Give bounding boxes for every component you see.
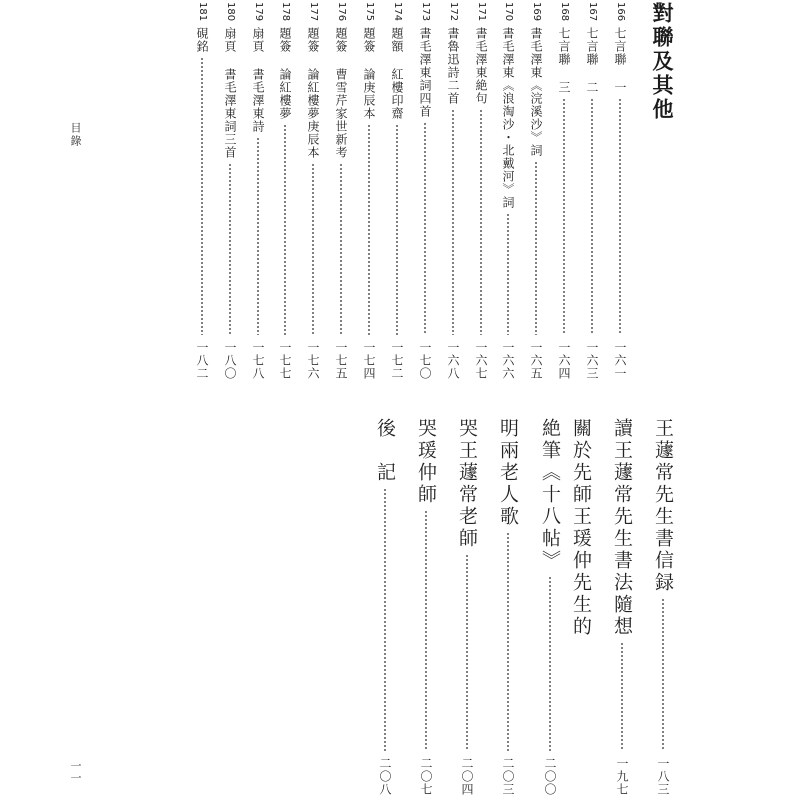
entry-title: 明兩老人歌	[497, 418, 519, 528]
toc-entry[interactable]	[195, 2, 209, 380]
entry-title: 哭瑗仲師	[415, 418, 437, 506]
entry-page: 二〇〇	[543, 757, 557, 796]
entry-page: 一六六	[501, 341, 515, 380]
entry-number: 166	[615, 2, 626, 22]
toc-entry[interactable]	[474, 2, 488, 380]
toc-entry[interactable]	[539, 418, 561, 796]
toc-entry[interactable]	[306, 2, 320, 380]
leader-dots	[466, 554, 468, 751]
entry-number: 173	[420, 2, 431, 22]
entry-title: 哭王蘧常老師	[456, 418, 478, 550]
toc-entry[interactable]	[390, 2, 404, 380]
toc-entry[interactable]	[223, 2, 237, 380]
entry-page: 一六四	[557, 341, 571, 380]
entry-page: 一七〇	[418, 341, 432, 380]
entry-number: 178	[280, 2, 291, 22]
entry-page: 二〇三	[501, 757, 515, 796]
entry-number: 172	[448, 2, 459, 22]
entry-title: 關於先師王瑗仲先生的	[570, 418, 592, 638]
entry-title: 題額 紅樓印齋	[390, 27, 404, 121]
entry-title: 書毛澤東《浪淘沙・北戴河》詞	[501, 27, 515, 210]
leader-dots	[396, 124, 398, 335]
entry-number: 174	[392, 2, 403, 22]
page-number: 一一	[69, 760, 82, 784]
entry-page: 二〇八	[378, 757, 392, 796]
toc-entry[interactable]	[652, 418, 674, 796]
entry-page: 一六五	[529, 341, 543, 380]
toc-entry[interactable]	[251, 2, 265, 380]
leader-dots	[284, 124, 286, 335]
entry-page: 一七六	[306, 341, 320, 380]
entry-title: 絶筆《十八帖》	[539, 418, 561, 572]
entry-page: 一七八	[251, 341, 265, 380]
entry-page: 一七五	[334, 341, 348, 380]
leader-dots	[201, 57, 203, 335]
leader-dots	[340, 163, 342, 335]
entry-title: 七言聯 三	[557, 27, 571, 95]
entry-title: 題簽 論紅樓夢	[278, 27, 292, 121]
leader-dots	[312, 163, 314, 335]
toc-entry[interactable]	[570, 418, 592, 638]
toc-entry[interactable]	[497, 418, 519, 796]
leader-dots	[480, 109, 482, 335]
leader-dots	[229, 163, 231, 335]
entry-page: 一八二	[195, 341, 209, 380]
entry-title: 七言聯 二	[585, 27, 599, 95]
toc-entry[interactable]	[418, 2, 432, 380]
toc-entry[interactable]	[362, 2, 376, 380]
entry-title: 扇頁 書毛澤東詞三首	[223, 27, 237, 160]
entry-number: 171	[476, 2, 487, 22]
leader-dots	[507, 532, 509, 751]
entry-number: 179	[253, 2, 264, 22]
leader-dots	[535, 161, 537, 335]
entry-title: 後 記	[374, 418, 396, 484]
toc-entry[interactable]	[529, 2, 543, 380]
toc-entry[interactable]	[456, 418, 478, 796]
leader-dots	[591, 98, 593, 335]
entry-page: 一七七	[278, 341, 292, 380]
entry-title: 書魯迅詩二首	[446, 27, 460, 106]
toc-entry[interactable]	[446, 2, 460, 380]
entry-title: 書毛澤東絶句	[474, 27, 488, 106]
running-head: 目錄	[69, 122, 82, 148]
leader-dots	[452, 109, 454, 335]
entry-number: 169	[531, 2, 542, 22]
toc-entry[interactable]	[415, 418, 437, 796]
toc-entry[interactable]	[334, 2, 348, 380]
leader-dots	[563, 98, 565, 335]
entry-page: 一七二	[390, 341, 404, 380]
leader-dots	[507, 213, 509, 335]
toc-entry[interactable]	[501, 2, 515, 380]
entry-page: 一六三	[585, 341, 599, 380]
entry-page: 二〇七	[419, 757, 433, 796]
leader-dots	[424, 122, 426, 335]
entry-title: 王蘧常先生書信録	[652, 418, 674, 594]
toc-entry[interactable]	[611, 418, 633, 796]
toc-entry[interactable]	[613, 2, 627, 380]
entry-title: 硯銘	[195, 27, 209, 54]
toc-entry[interactable]	[585, 2, 599, 380]
entry-title: 題簽 論庚辰本	[362, 27, 376, 121]
leader-dots	[662, 598, 664, 751]
section-title: 對聯及其他	[650, 2, 675, 122]
entry-page: 一九七	[615, 757, 629, 796]
entry-title: 扇頁 書毛澤東詩	[251, 27, 265, 134]
entry-number: 167	[587, 2, 598, 22]
entry-number: 175	[364, 2, 375, 22]
toc-entry[interactable]	[557, 2, 571, 380]
entry-page: 一七四	[362, 341, 376, 380]
toc-entry[interactable]	[374, 418, 396, 796]
entry-title: 題簽 論紅樓夢庚辰本	[306, 27, 320, 160]
entry-number: 177	[308, 2, 319, 22]
entry-number: 168	[559, 2, 570, 22]
entry-title: 題簽 曹雪芹家世新考	[334, 27, 348, 160]
leader-dots	[368, 124, 370, 335]
toc-entry[interactable]	[278, 2, 292, 380]
leader-dots	[619, 98, 621, 335]
entry-number: 176	[336, 2, 347, 22]
entry-number: 180	[225, 2, 236, 22]
entry-title: 書毛澤東詞四首	[418, 27, 432, 119]
entry-page: 一八三	[656, 757, 670, 796]
leader-dots	[425, 510, 427, 751]
entry-page: 二〇四	[460, 757, 474, 796]
entry-title: 七言聯 一	[613, 27, 627, 95]
entry-number: 181	[197, 2, 208, 22]
leader-dots	[384, 488, 386, 751]
leader-dots	[621, 642, 623, 751]
entry-title: 讀王蘧常先生書法隨想	[611, 418, 633, 638]
entry-number: 170	[503, 2, 514, 22]
entry-page: 一六七	[474, 341, 488, 380]
entry-page: 一八〇	[223, 341, 237, 380]
leader-dots	[549, 576, 551, 751]
entry-page: 一六一	[613, 341, 627, 380]
leader-dots	[257, 137, 259, 335]
entry-title: 書毛澤東《浣溪沙》詞	[529, 27, 543, 158]
entry-page: 一六八	[446, 341, 460, 380]
